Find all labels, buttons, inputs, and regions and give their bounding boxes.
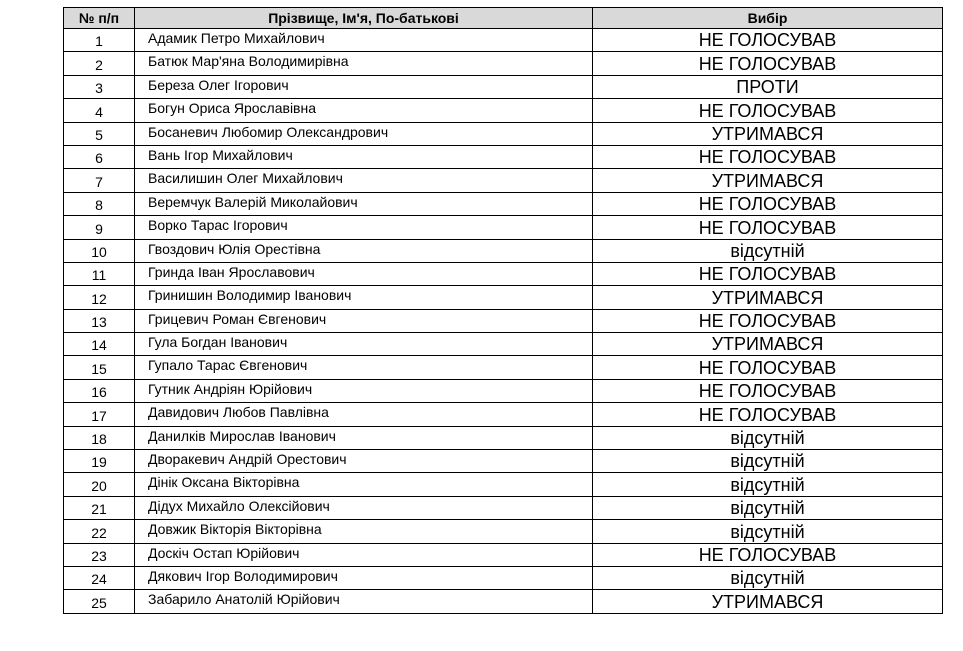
deputy-name: Дякович Ігор Володимирович [135,566,593,589]
deputy-name: Гринишин Володимир Іванович [135,286,593,309]
vote-choice: УТРИМАВСЯ [593,169,943,192]
deputy-name: Грицевич Роман Євгенович [135,309,593,332]
table-body [64,29,943,614]
vote-choice: відсутній [593,566,943,589]
vote-choice: відсутній [593,239,943,262]
deputy-name: Довжик Вікторія Вікторівна [135,520,593,543]
row-number: 22 [64,520,135,543]
table-row [64,192,943,215]
table-row [64,333,943,356]
row-number: 13 [64,309,135,332]
vote-choice: відсутній [593,520,943,543]
vote-choice: НЕ ГОЛОСУВАВ [593,356,943,379]
row-number: 24 [64,566,135,589]
table-row [64,356,943,379]
deputy-name: Гринда Іван Ярославович [135,262,593,285]
deputy-name: Босаневич Любомир Олександрович [135,122,593,145]
row-number: 10 [64,239,135,262]
vote-choice: УТРИМАВСЯ [593,590,943,613]
vote-choice: ПРОТИ [593,75,943,98]
row-number: 6 [64,145,135,168]
row-number: 9 [64,216,135,239]
row-number: 16 [64,379,135,402]
deputy-name: Гвоздович Юлія Орестівна [135,239,593,262]
table-row [64,29,943,52]
vote-choice: НЕ ГОЛОСУВАВ [593,29,943,52]
deputy-name: Береза Олег Ігорович [135,75,593,98]
vote-choice: НЕ ГОЛОСУВАВ [593,543,943,566]
table-row [64,590,943,613]
vote-choice: відсутній [593,426,943,449]
table-row [64,450,943,473]
table-row [64,379,943,402]
voting-results-table [63,7,943,614]
deputy-name: Веремчук Валерій Миколайович [135,192,593,215]
deputy-name: Гула Богдан Іванович [135,333,593,356]
deputy-name: Дінік Оксана Вікторівна [135,473,593,496]
table-row [64,75,943,98]
vote-choice: НЕ ГОЛОСУВАВ [593,403,943,426]
vote-choice: УТРИМАВСЯ [593,333,943,356]
deputy-name: Вань Ігор Михайлович [135,145,593,168]
row-number: 20 [64,473,135,496]
table-row [64,169,943,192]
header-full-name: Прізвище, Ім'я, По-батькові [135,8,593,29]
row-number: 11 [64,262,135,285]
table-row [64,99,943,122]
row-number: 7 [64,169,135,192]
deputy-name: Доскіч Остап Юрійович [135,543,593,566]
header-row [64,8,943,29]
vote-choice: НЕ ГОЛОСУВАВ [593,145,943,168]
row-number: 5 [64,122,135,145]
table-row [64,520,943,543]
deputy-name: Ворко Тарас Ігорович [135,216,593,239]
table-row [64,52,943,75]
vote-choice: НЕ ГОЛОСУВАВ [593,309,943,332]
row-number: 15 [64,356,135,379]
table-row [64,403,943,426]
row-number: 23 [64,543,135,566]
vote-choice: НЕ ГОЛОСУВАВ [593,99,943,122]
row-number: 8 [64,192,135,215]
table-row [64,216,943,239]
row-number: 4 [64,99,135,122]
deputy-name: Дідух Михайло Олексійович [135,496,593,519]
vote-choice: відсутній [593,473,943,496]
table-row [64,566,943,589]
deputy-name: Дворакевич Андрій Орестович [135,450,593,473]
row-number: 14 [64,333,135,356]
vote-choice: НЕ ГОЛОСУВАВ [593,192,943,215]
row-number: 1 [64,29,135,52]
deputy-name: Батюк Мар'яна Володимирівна [135,52,593,75]
row-number: 25 [64,590,135,613]
table-row [64,145,943,168]
table-row [64,262,943,285]
vote-choice: НЕ ГОЛОСУВАВ [593,379,943,402]
deputy-name: Адамик Петро Михайлович [135,29,593,52]
table-row [64,473,943,496]
row-number: 17 [64,403,135,426]
vote-choice: УТРИМАВСЯ [593,122,943,145]
vote-choice: УТРИМАВСЯ [593,286,943,309]
row-number: 19 [64,450,135,473]
deputy-name: Забарило Анатолій Юрійович [135,590,593,613]
table-row [64,426,943,449]
deputy-name: Давидович Любов Павлівна [135,403,593,426]
vote-choice: НЕ ГОЛОСУВАВ [593,52,943,75]
header-number: № п/п [64,8,135,29]
deputy-name: Гупало Тарас Євгенович [135,356,593,379]
table-row [64,496,943,519]
vote-choice: відсутній [593,496,943,519]
table-row [64,286,943,309]
table-row [64,239,943,262]
vote-choice: НЕ ГОЛОСУВАВ [593,216,943,239]
header-choice: Вибір [593,8,943,29]
vote-choice: НЕ ГОЛОСУВАВ [593,262,943,285]
table-row [64,543,943,566]
row-number: 21 [64,496,135,519]
row-number: 12 [64,286,135,309]
deputy-name: Василишин Олег Михайлович [135,169,593,192]
row-number: 3 [64,75,135,98]
deputy-name: Данилків Мирослав Іванович [135,426,593,449]
row-number: 18 [64,426,135,449]
deputy-name: Богун Ориса Ярославівна [135,99,593,122]
table-row [64,309,943,332]
table-row [64,122,943,145]
vote-choice: відсутній [593,450,943,473]
deputy-name: Гутник Андріян Юрійович [135,379,593,402]
row-number: 2 [64,52,135,75]
